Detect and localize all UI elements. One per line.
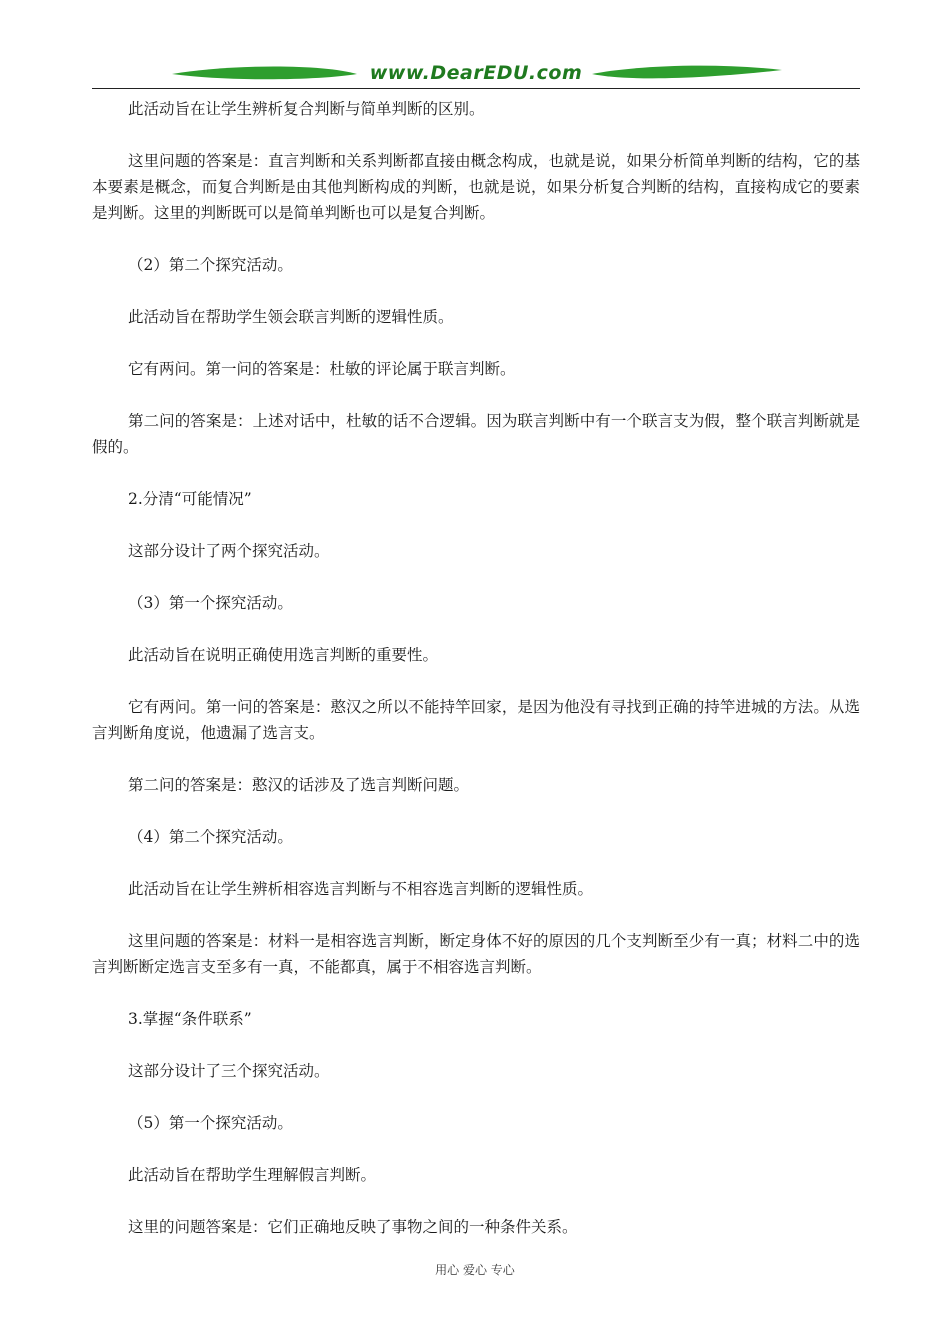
- brand-logo-text[interactable]: www.DearEDU.com: [369, 62, 583, 84]
- paragraph: 它有两问。第一问的答案是：憨汉之所以不能持竿回家，是因为他没有寻找到正确的持竿进城的方法。从选言判断角度说，他遗漏了选言支。: [92, 698, 860, 742]
- paragraph: 这里问题的答案是：材料一是相容选言判断，断定身体不好的原因的几个支判断至少有一真；材料二中的选言判断断定选言支至多有一真，不能都真，属于不相容选言判断。: [92, 932, 860, 976]
- paragraph: 这里的问题答案是：它们正确地反映了事物之间的一种条件关系。: [128, 1218, 578, 1236]
- section-heading: （5）第一个探究活动。: [128, 1114, 293, 1132]
- section-heading: 2.分清“可能情况”: [128, 490, 252, 508]
- paragraph: 这里问题的答案是：直言判断和关系判断都直接由概念构成，也就是说，如果分析简单判断的结构，它的基本要素是概念，而复合判断是由其他判断构成的判断，也就是说，如果分析复合判断的结构，直接构成它的要素是判断。这里的判断既可以是简单判断也可以是复合判断。: [92, 152, 860, 222]
- section-heading: （2）第二个探究活动。: [128, 256, 293, 274]
- paragraph: 此活动旨在让学生辨析相容选言判断与不相容选言判断的逻辑性质。: [128, 880, 594, 898]
- paragraph: 这部分设计了三个探究活动。: [128, 1062, 330, 1080]
- paragraph: 此活动旨在说明正确使用选言判断的重要性。: [128, 646, 439, 664]
- page-header: [92, 58, 860, 90]
- page-footer: 用心 爱心 专心: [435, 1263, 515, 1277]
- paragraph: 这部分设计了两个探究活动。: [128, 542, 330, 560]
- section-heading: （4）第二个探究活动。: [128, 828, 293, 846]
- paragraph: 第二问的答案是：憨汉的话涉及了选言判断问题。: [128, 776, 470, 794]
- paragraph: 此活动旨在帮助学生理解假言判断。: [128, 1166, 377, 1184]
- section-heading: （3）第一个探究活动。: [128, 594, 293, 612]
- paragraph: 此活动旨在让学生辨析复合判断与简单判断的区别。: [128, 100, 485, 118]
- paragraph: 它有两问。第一问的答案是：杜敏的评论属于联言判断。: [128, 360, 516, 378]
- document-body: [92, 96, 860, 1240]
- paragraph: 此活动旨在帮助学生领会联言判断的逻辑性质。: [128, 308, 454, 326]
- paragraph: 第二问的答案是：上述对话中，杜敏的话不合逻辑。因为联言判断中有一个联言支为假，整个联言判断就是假的。: [92, 412, 860, 456]
- section-heading: 3.掌握“条件联系”: [128, 1010, 252, 1028]
- header-divider: [92, 88, 860, 89]
